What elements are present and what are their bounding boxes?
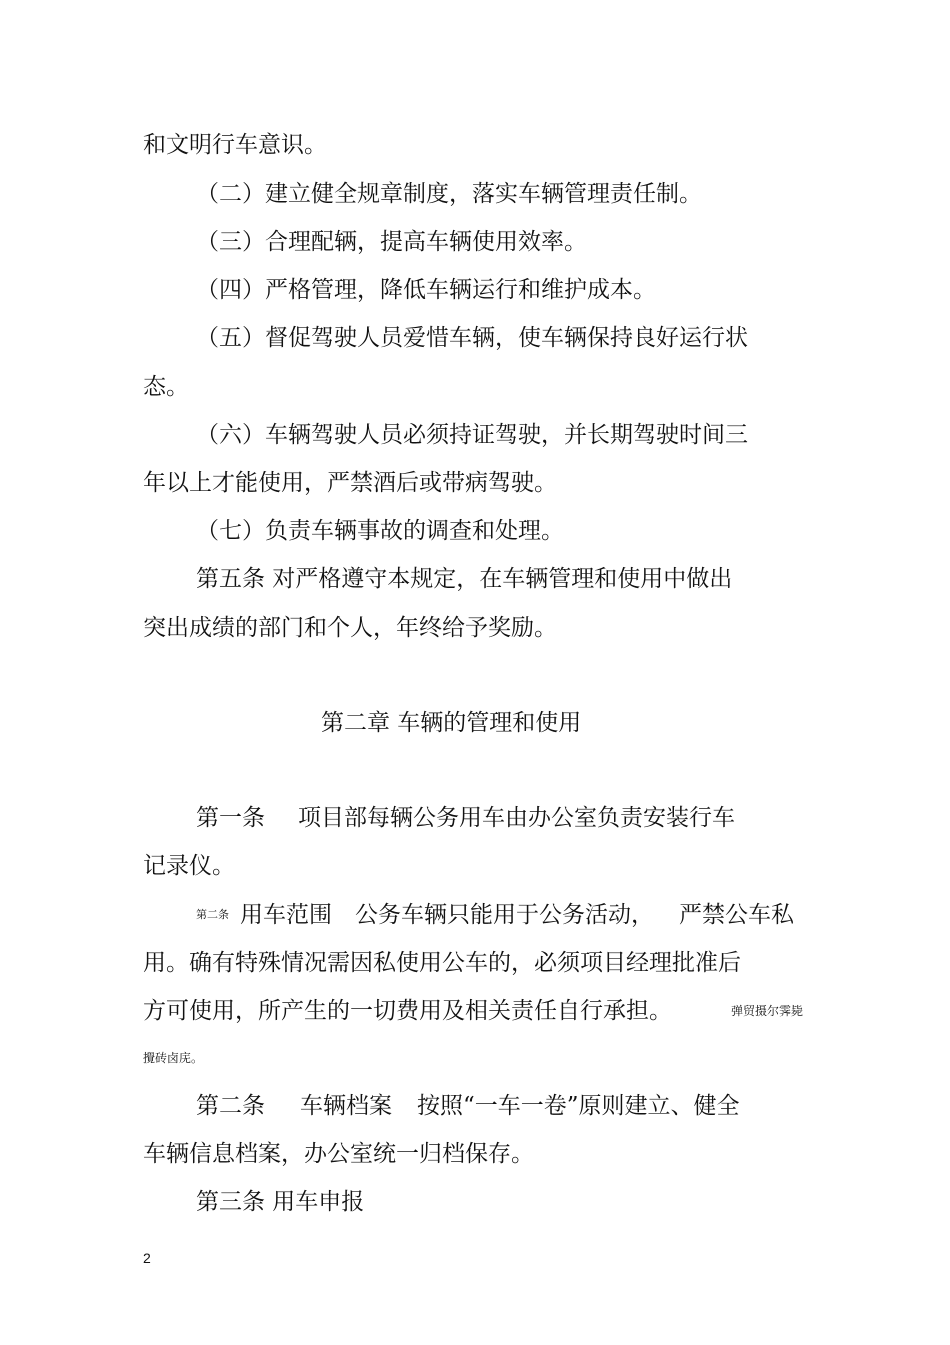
article-line: 车辆信息档案，办公室统一归档保存。 — [143, 1141, 534, 1167]
article-label: 第一条 — [196, 805, 265, 831]
article-label: 第二条 — [196, 1093, 265, 1119]
article-line: 按照“一车一卷”原则建立、健全 — [417, 1093, 740, 1119]
page-number: 2 — [143, 1250, 151, 1266]
article-label-small: 第二条 — [196, 908, 229, 921]
article-line: 第三条 用车申报 — [196, 1189, 365, 1215]
article-line: 公务车辆只能用于公务活动， — [355, 902, 654, 928]
article-line: 第五条 对严格遵守本规定，在车辆管理和使用中做出 — [196, 566, 733, 592]
chapter-heading: 第二章 车辆的管理和使用 — [321, 710, 582, 736]
garbled-text: 攪砖卤庑。 — [143, 1051, 204, 1065]
paragraph-line: 和文明行车意识。 — [143, 132, 327, 158]
article-line: 严禁公车私 — [679, 902, 794, 928]
article-line: 项目部每辆公务用车由办公室负责安装行车 — [298, 805, 735, 831]
article-line: 记录仪。 — [143, 853, 235, 879]
paragraph-line: （二）建立健全规章制度，落实车辆管理责任制。 — [196, 181, 702, 207]
paragraph-line: （三）合理配辆，提高车辆使用效率。 — [196, 229, 587, 255]
paragraph-line: （五）督促驾驶人员爱惜车辆，使车辆保持良好运行状 — [196, 325, 748, 351]
article-line: 突出成绩的部门和个人，年终给予奖励。 — [143, 615, 557, 641]
paragraph-line: 态。 — [143, 374, 189, 400]
article-heading: 车辆档案 — [300, 1093, 392, 1119]
article-line: 方可使用，所产生的一切费用及相关责任自行承担。 — [143, 998, 672, 1024]
garbled-text: 弹贸摄尔霁毙 — [731, 1004, 804, 1018]
article-line: 用。确有特殊情况需因私使用公车的，必须项目经理批准后 — [143, 950, 741, 976]
article-heading: 用车范围 — [240, 902, 332, 928]
paragraph-line: （四）严格管理，降低车辆运行和维护成本。 — [196, 277, 656, 303]
paragraph-line: 年以上才能使用，严禁酒后或带病驾驶。 — [143, 470, 557, 496]
paragraph-line: （六）车辆驾驶人员必须持证驾驶，并长期驾驶时间三 — [196, 422, 748, 448]
paragraph-line: （七）负责车辆事故的调查和处理。 — [196, 518, 564, 544]
